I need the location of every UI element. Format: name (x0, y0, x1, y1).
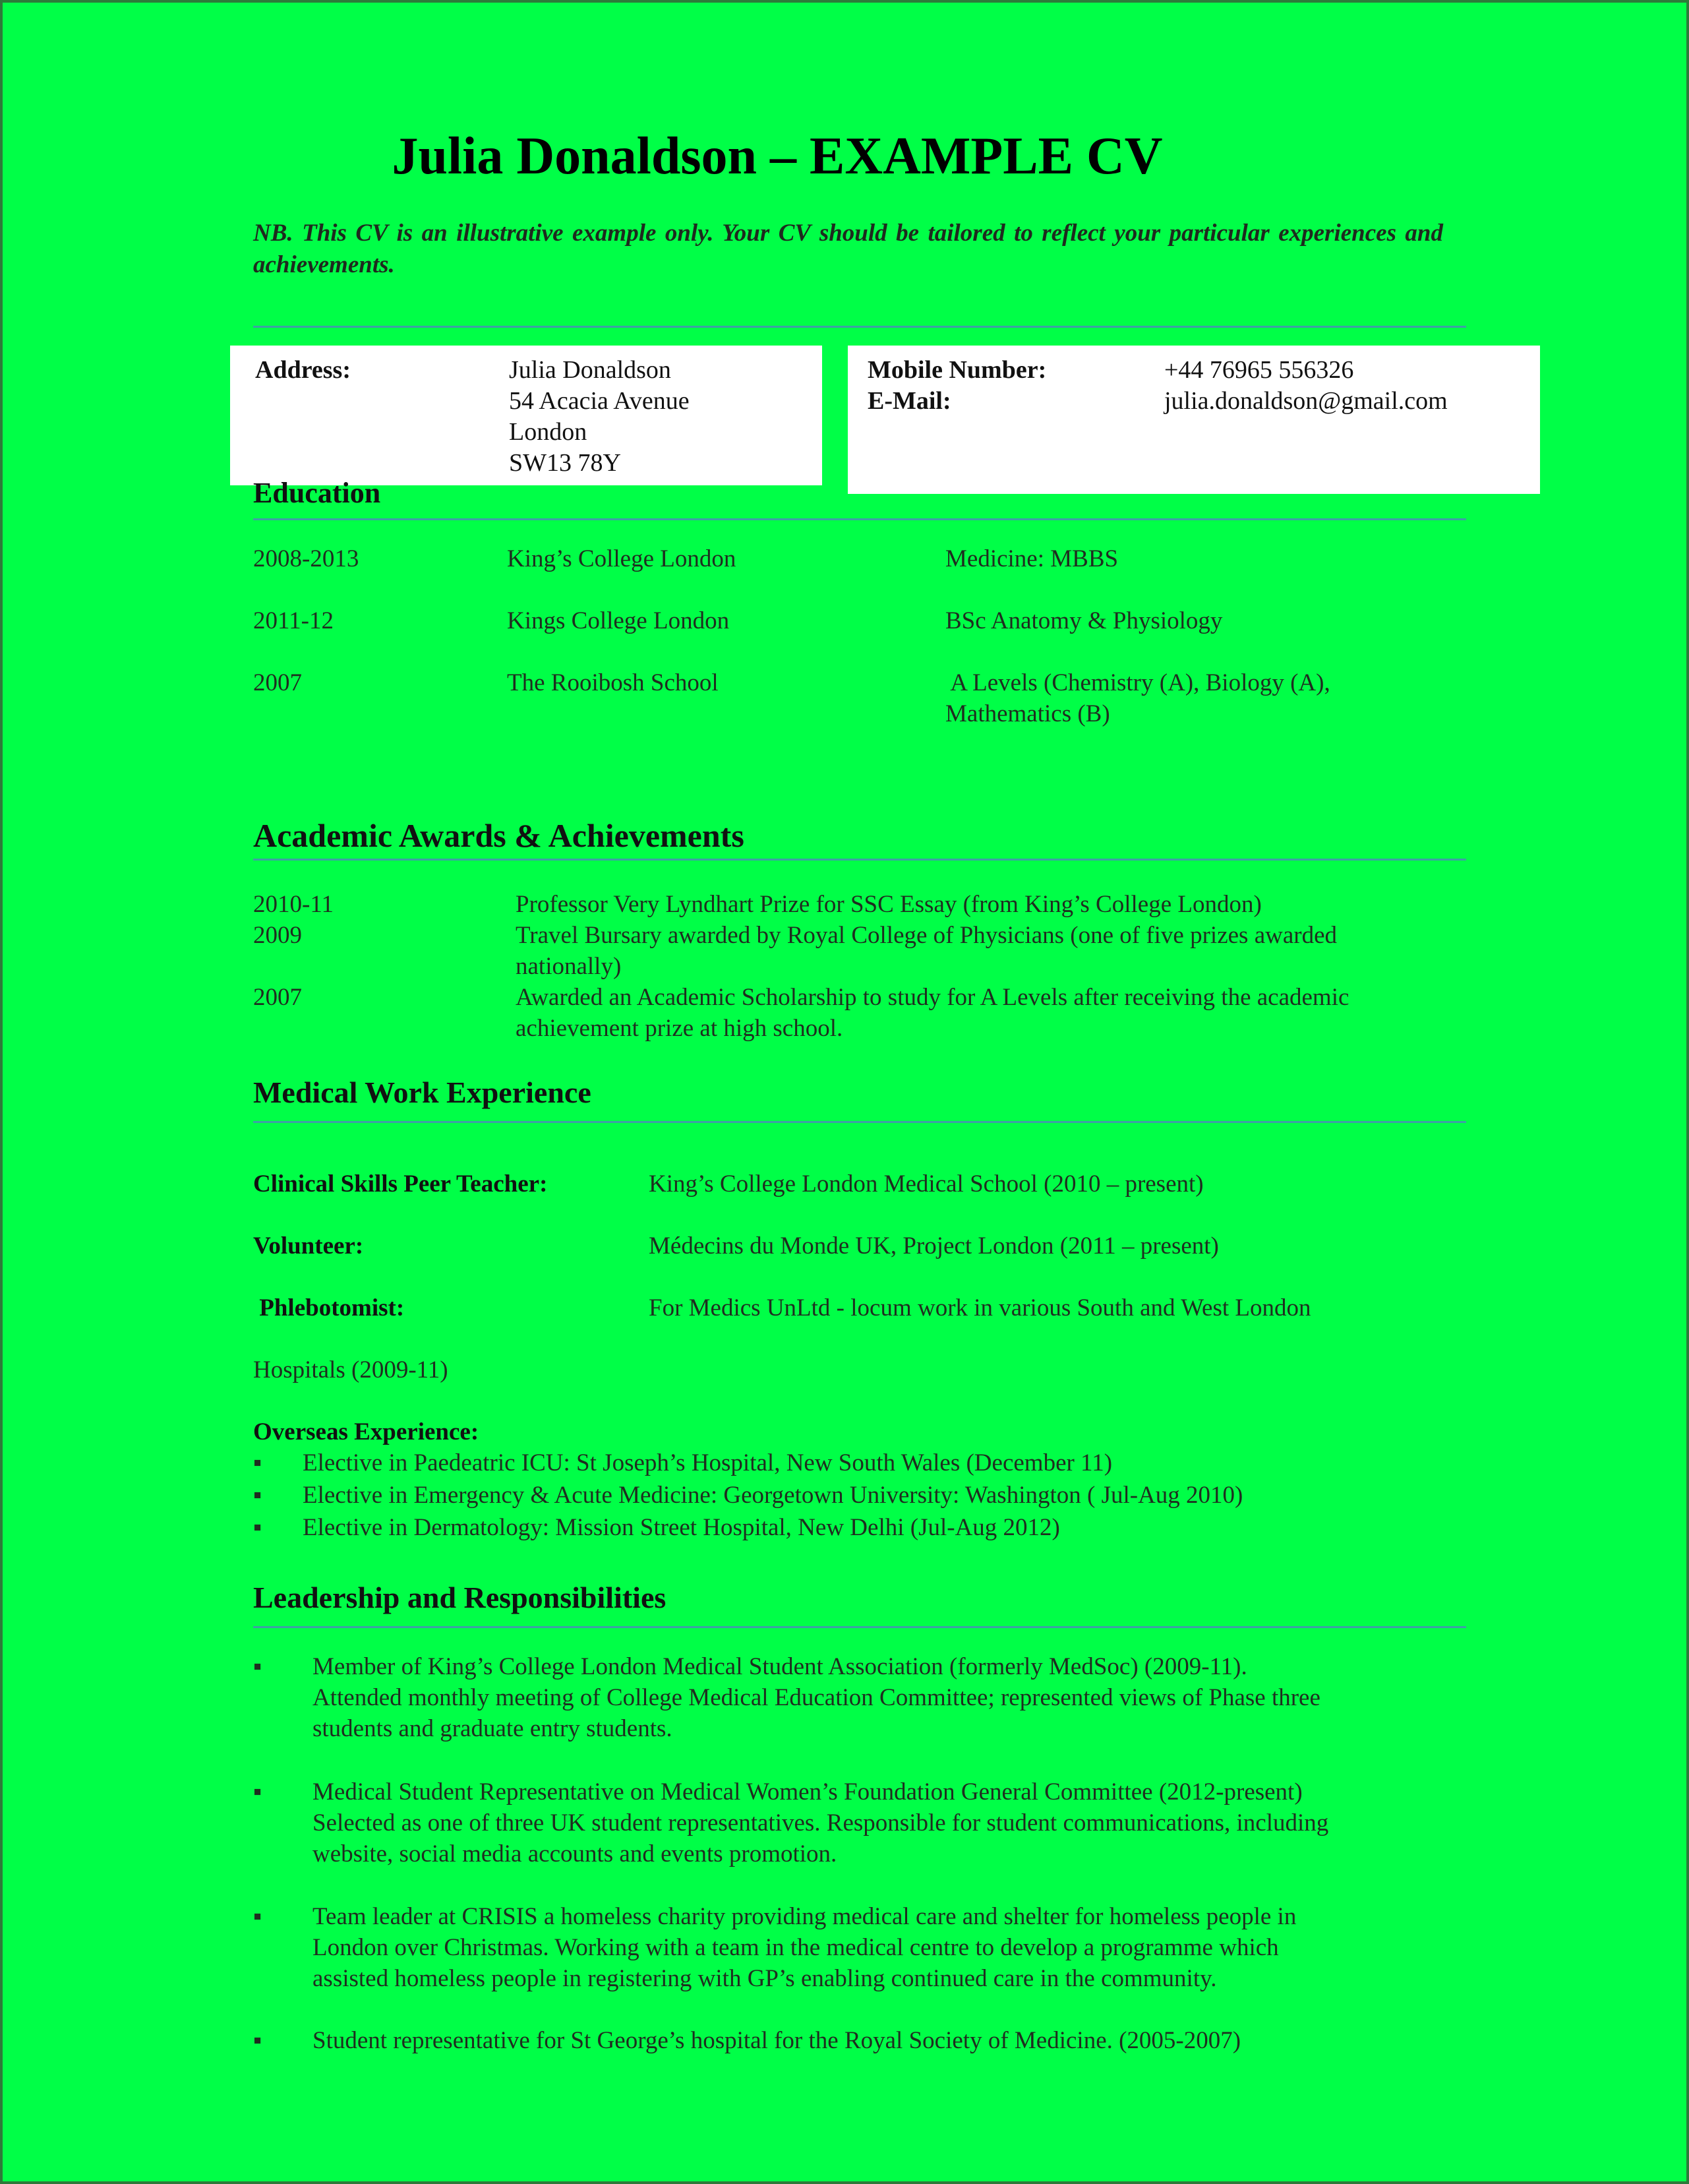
leadership-line: London over Christmas. Working with a team in the medical centre to develop a programme which (312, 1934, 1279, 1961)
address-label: Address: (255, 356, 351, 384)
list-item (253, 1776, 1466, 1869)
bullet-icon: ▪ (253, 2027, 262, 2054)
leadership-line: Attended monthly meeting of College Medical Education Committee; represented views of Phase three (312, 1684, 1320, 1711)
email-label: E-Mail: (868, 387, 951, 415)
contact-box (848, 346, 1540, 494)
overseas-heading: Overseas Experience: (253, 1418, 479, 1445)
mobile-value: +44 76965 556326 (1164, 356, 1354, 384)
bullet-icon: ▪ (253, 1778, 262, 1805)
address-lines (509, 355, 690, 479)
list-item (253, 1651, 1466, 1744)
award-text: Travel Bursary awarded by Royal College of Physicians (one of five prizes awarded (516, 922, 1338, 949)
education-institution: The Rooibosh School (507, 669, 719, 696)
leadership-item (312, 1651, 1320, 1744)
award-year: 2010-11 (253, 891, 334, 918)
leadership-item (312, 1776, 1328, 1869)
education-institution: Kings College London (507, 607, 730, 634)
bullet-icon: ▪ (253, 1514, 262, 1541)
page-title: Julia Donaldson – EXAMPLE CV (392, 127, 1163, 185)
work-role: Phlebotomist: (253, 1294, 405, 1321)
divider (253, 1626, 1466, 1628)
overseas-item: Elective in Paedeatric ICU: St Joseph’s Hospital, New South Wales (December 11) (303, 1449, 1113, 1476)
education-year: 2011-12 (253, 607, 334, 634)
list-item (253, 2025, 1466, 2056)
leadership-line: website, social media accounts and events promotion. (312, 1840, 837, 1867)
awards-heading: Academic Awards & Achievements (253, 817, 744, 854)
education-heading: Education (253, 477, 381, 509)
award-text: Awarded an Academic Scholarship to study for A Levels after receiving the academic (516, 984, 1349, 1011)
list-item (253, 1447, 1466, 1478)
list-item (253, 1480, 1466, 1511)
leadership-item (312, 2025, 1241, 2056)
leadership-item (312, 1901, 1296, 1994)
award-text: Professor Very Lyndhart Prize for SSC Essay (from King’s College London) (516, 891, 1262, 918)
education-qualification: Medicine: MBBS (945, 545, 1119, 572)
bullet-icon: ▪ (253, 1653, 262, 1680)
education-year: 2007 (253, 669, 302, 696)
work-detail: Médecins du Monde UK, Project London (2011 – present) (649, 1232, 1219, 1259)
list-item (253, 1901, 1466, 1994)
work-heading: Medical Work Experience (253, 1076, 591, 1109)
bullet-icon: ▪ (253, 1449, 262, 1476)
education-year: 2008-2013 (253, 545, 359, 572)
divider (253, 859, 1466, 861)
list-item (253, 1512, 1466, 1543)
leadership-line: Member of King’s College London Medical Student Association (formerly MedSoc) (2009-11). (312, 1653, 1247, 1680)
leadership-line: Student representative for St George’s hospital for the Royal Society of Medicine. (2005-2007) (312, 2027, 1241, 2054)
leadership-line: assisted homeless people in registering with GP’s enabling continued care in the community. (312, 1965, 1217, 1992)
disclaimer-note: NB. This CV is an illustrative example only. Your CV should be tailored to reflect your particular experiences and achievements. (253, 220, 1443, 278)
award-text: nationally) (516, 953, 622, 980)
education-qualification: A Levels (Chemistry (A), Biology (A), (945, 669, 1330, 696)
work-continuation: Hospitals (2009-11) (253, 1356, 448, 1383)
bullet-icon: ▪ (253, 1482, 262, 1509)
award-year: 2009 (253, 922, 302, 949)
address-line: 54 Acacia Avenue (509, 387, 690, 415)
address-line: Julia Donaldson (509, 356, 671, 384)
divider (253, 326, 1466, 328)
education-qualification-cont: Mathematics (B) (945, 700, 1110, 727)
divider (253, 518, 1466, 520)
mobile-label: Mobile Number: (868, 356, 1047, 384)
work-role: Clinical Skills Peer Teacher: (253, 1170, 548, 1198)
leadership-line: Team leader at CRISIS a homeless charity providing medical care and shelter for homeless people in (312, 1903, 1297, 1930)
leadership-heading: Leadership and Responsibilities (253, 1581, 667, 1614)
leadership-line: Medical Student Representative on Medical Women’s Foundation General Committee (2012-present) (312, 1778, 1303, 1805)
overseas-item: Elective in Emergency & Acute Medicine: Georgetown University: Washington ( Jul-Aug 2010) (303, 1482, 1243, 1509)
award-text: achievement prize at high school. (516, 1015, 843, 1042)
address-box (230, 346, 822, 485)
leadership-line: students and graduate entry students. (312, 1715, 672, 1742)
leadership-line: Selected as one of three UK student representatives. Responsible for student communications, including (312, 1809, 1329, 1836)
address-line: London (509, 418, 587, 446)
overseas-item: Elective in Dermatology: Mission Street Hospital, New Delhi (Jul-Aug 2012) (303, 1514, 1060, 1541)
address-line: SW13 78Y (509, 449, 621, 477)
education-institution: King’s College London (507, 545, 736, 572)
award-year: 2007 (253, 984, 302, 1011)
bullet-icon: ▪ (253, 1903, 262, 1930)
education-qualification: BSc Anatomy & Physiology (945, 607, 1223, 634)
work-detail: King’s College London Medical School (2010 – present) (649, 1170, 1204, 1198)
email-value: julia.donaldson@gmail.com (1164, 387, 1448, 415)
work-role: Volunteer: (253, 1232, 364, 1259)
divider (253, 1121, 1466, 1123)
work-detail: For Medics UnLtd - locum work in various South and West London (649, 1294, 1311, 1321)
